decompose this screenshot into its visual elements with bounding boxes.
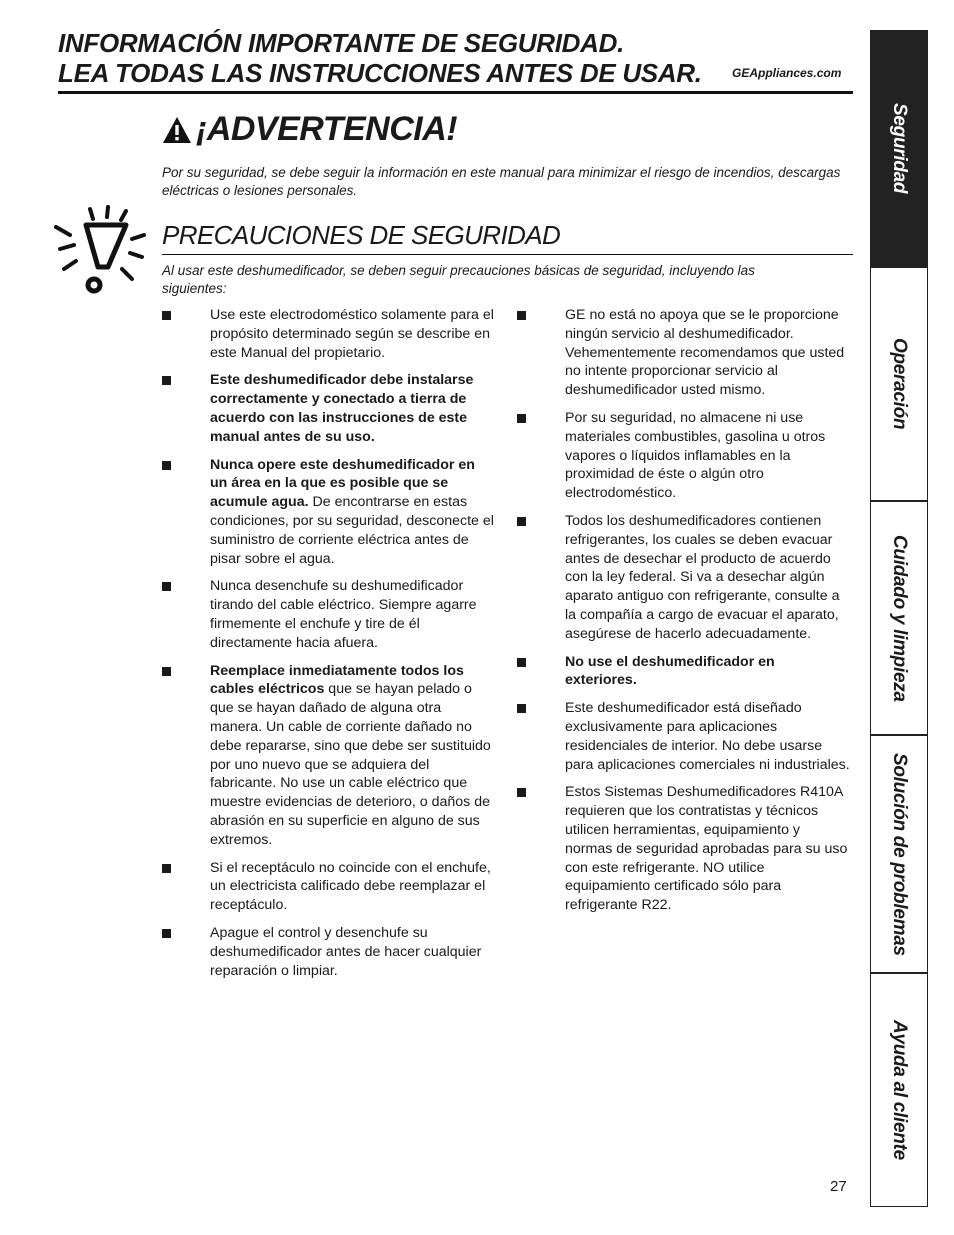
- warning-heading: [162, 110, 457, 149]
- bullet-square-icon: [162, 376, 171, 385]
- bullet-square-icon: [162, 461, 171, 470]
- website-link[interactable]: GEAppliances.com: [732, 66, 842, 80]
- list-item: Apague el control y desenchufe su deshumedificador antes de hacer cualquier reparación o limpiar.: [160, 924, 496, 980]
- warning-text: Por su seguridad, se debe seguir la información en este manual para minimizar el riesgo de incendios, descargas eléctricas o lesiones personales.: [162, 165, 841, 198]
- precautions-intro: Al usar este deshumedificador, se deben seguir precauciones básicas de seguridad, incluyendo las siguientes:: [162, 263, 755, 296]
- list-item: Nunca opere este deshumedificador en un área en la que es posible que se acumule agua. De encontrarse en estas condiciones, por su seguridad, desconecte el suministro de corriente eléctrica antes de pisar sobre el agua.: [160, 456, 496, 569]
- list-item: Si el receptáculo no coincide con el enchufe, un electricista calificado debe reemplazar el receptáculo.: [160, 859, 496, 915]
- precautions-title: PRECAUCIONES DE SEGURIDAD: [162, 220, 561, 250]
- lightbulb-icon: [52, 205, 148, 297]
- page-number: 27: [830, 1178, 847, 1195]
- list-item: Nunca desenchufe su deshumedificador tirando del cable eléctrico. Siempre agarre firmemente el enchufe y tire de él directamente hacia afuera.: [160, 577, 496, 652]
- precautions-list-left: [160, 306, 496, 989]
- warning-triangle-icon: [162, 116, 192, 144]
- bullet-square-icon: [162, 667, 171, 676]
- bullet-square-icon: [162, 864, 171, 873]
- list-item: Este deshumedificador debe instalarse correctamente y conectado a tierra de acuerdo con las instrucciones de este manual antes de su uso.: [160, 371, 496, 446]
- bullet-square-icon: [517, 414, 526, 423]
- list-item: Use este electrodoméstico solamente para el propósito determinado según se describe en este Manual del propietario.: [160, 306, 496, 362]
- tab-cuidado-y-limpieza[interactable]: Cuidado y limpieza: [871, 502, 927, 736]
- tab-ayuda-al-cliente[interactable]: Ayuda al cliente: [889, 1020, 910, 1160]
- bullet-square-icon: [517, 311, 526, 320]
- list-item: Reemplace inmediatamente todos los cables eléctricos que se hayan pelado o que se hayan dañado de alguna otra manera. Un cable de corriente dañado no debe repararse, sino que debe ser sustituido por uno nuevo que se adquiera del fabricante. No use un cable eléctrico que muestre evidencias de deterioro, o daños de abrasión en su superficie en alguno de sus extremos.: [160, 662, 496, 850]
- precautions-divider: [162, 254, 853, 255]
- list-item: GE no está no apoya que se le proporcione ningún servicio al deshumedificador. Vehementemente recomendamos que usted no intente proporcionar servicio al deshumedificador usted mismo.: [515, 306, 850, 400]
- bullet-square-icon: [517, 517, 526, 526]
- precautions-list-right: [515, 306, 850, 924]
- bullet-square-icon: [162, 311, 171, 320]
- list-item: Este deshumedificador está diseñado exclusivamente para aplicaciones residenciales de interior. No debe usarse para aplicaciones comerciales ni industriales.: [515, 699, 850, 774]
- page-header: [58, 28, 848, 88]
- bullet-square-icon: [162, 582, 171, 591]
- list-item: Estos Sistemas Deshumedificadores R410A requieren que los contratistas y técnicos utilicen herramientas, equipamiento y normas de seguridad aprobadas para su uso con este refrigerante. NO utilice equipamiento certificado sólo para refrigerante R22.: [515, 783, 850, 915]
- header-title-line-2: LEA TODAS LAS INSTRUCCIONES ANTES DE USAR.: [58, 58, 702, 88]
- list-item: No use el deshumedificador en exteriores.: [515, 653, 850, 691]
- header-divider: [58, 91, 853, 94]
- warning-heading-text: ¡ADVERTENCIA!: [196, 110, 458, 148]
- tab-operacion[interactable]: Operación: [871, 268, 927, 502]
- list-item: Todos los deshumedificadores contienen refrigerantes, los cuales se deben evacuar antes de desechar el producto de acuerdo con la ley federal. Si va a desechar algún aparato antiguo con refrigerante, consulte a la compañía a cargo de evacuar el aparato, asegúrese de hacerlo adecuadamente.: [515, 512, 850, 644]
- bullet-square-icon: [162, 929, 171, 938]
- header-title-line-1: INFORMACIÓN IMPORTANTE DE SEGURIDAD.: [58, 28, 625, 58]
- bullet-square-icon: [517, 788, 526, 797]
- section-tabs: [870, 30, 928, 1207]
- tab-solucion-de-problemas[interactable]: Solución de problemas: [871, 736, 927, 974]
- list-item: Por su seguridad, no almacene ni use materiales combustibles, gasolina u otros vapores o líquidos inflamables en la proximidad de éste o algún otro electrodoméstico.: [515, 409, 850, 503]
- bullet-square-icon: [517, 704, 526, 713]
- bullet-square-icon: [517, 658, 526, 667]
- tab-seguridad[interactable]: Seguridad: [871, 30, 927, 268]
